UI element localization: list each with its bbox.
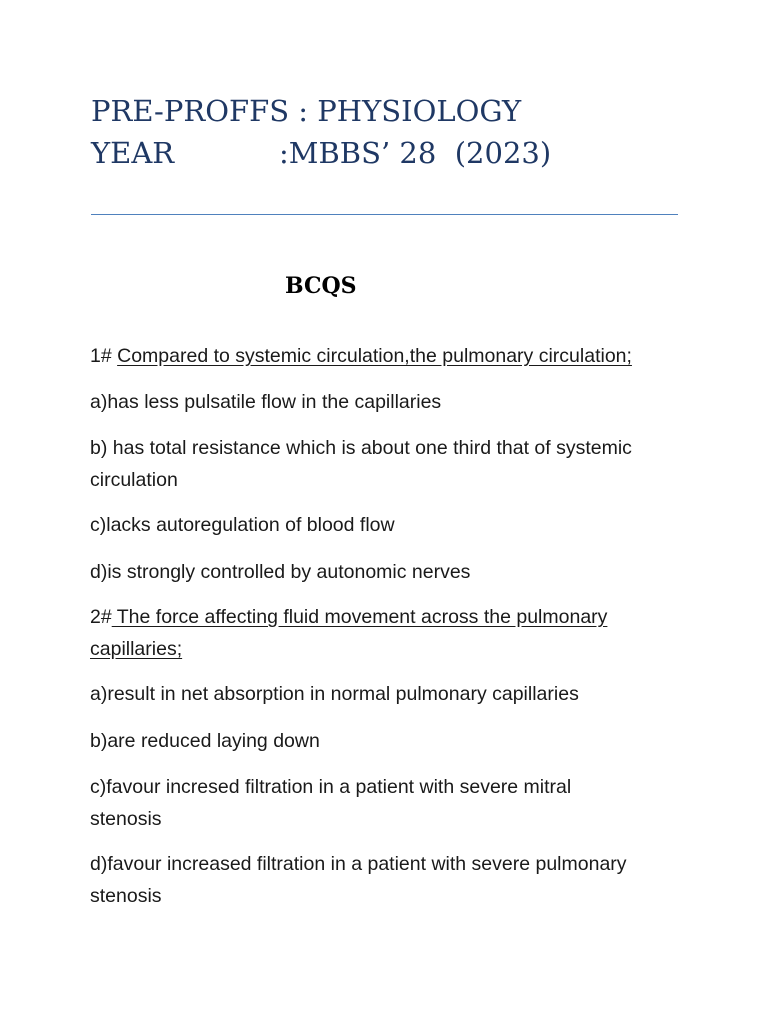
year-label: YEAR <box>91 136 175 170</box>
document-title: PRE-PROFFS : PHYSIOLOGY <box>91 94 522 128</box>
question-1-option-b-line-2: circulation <box>90 469 178 491</box>
question-2-text-line-1: The force affecting fluid movement across the pulmonary <box>111 606 608 628</box>
question-1-text: Compared to systemic circulation,the pulmonary circulation; <box>117 345 632 367</box>
question-1-option-c: c)lacks autoregulation of blood flow <box>90 514 395 536</box>
question-1-option-b <box>90 432 690 496</box>
year-value: :MBBS’ 28 (2023) <box>279 136 552 170</box>
question-2-stem <box>90 601 690 665</box>
question-2-number: 2# <box>90 606 112 628</box>
question-2-option-b: b)are reduced laying down <box>90 730 320 752</box>
question-2-text-line-2: capillaries; <box>90 638 183 660</box>
question-1-option-d: d)is strongly controlled by autonomic nerves <box>90 561 471 583</box>
question-1-stem <box>90 340 690 372</box>
question-2-option-c-line-2: stenosis <box>90 808 162 830</box>
question-1-number: 1# <box>90 345 112 367</box>
question-2-option-a: a)result in net absorption in normal pulmonary capillaries <box>90 683 579 705</box>
question-2-option-d-line-1: d)favour increased filtration in a patient with severe pulmonary <box>90 853 627 875</box>
question-2-option-d-line-2: stenosis <box>90 885 162 907</box>
question-2-option-d <box>90 848 690 912</box>
section-heading: BCQS <box>285 273 357 299</box>
question-2-option-c <box>90 771 690 835</box>
question-1-option-b-line-1: b) has total resistance which is about one third that of systemic <box>90 437 632 459</box>
document-year-line <box>91 136 552 170</box>
question-2-option-c-line-1: c)favour incresed filtration in a patient with severe mitral <box>90 776 572 798</box>
horizontal-divider <box>91 214 678 215</box>
question-1-option-a: a)has less pulsatile flow in the capillaries <box>90 391 442 413</box>
